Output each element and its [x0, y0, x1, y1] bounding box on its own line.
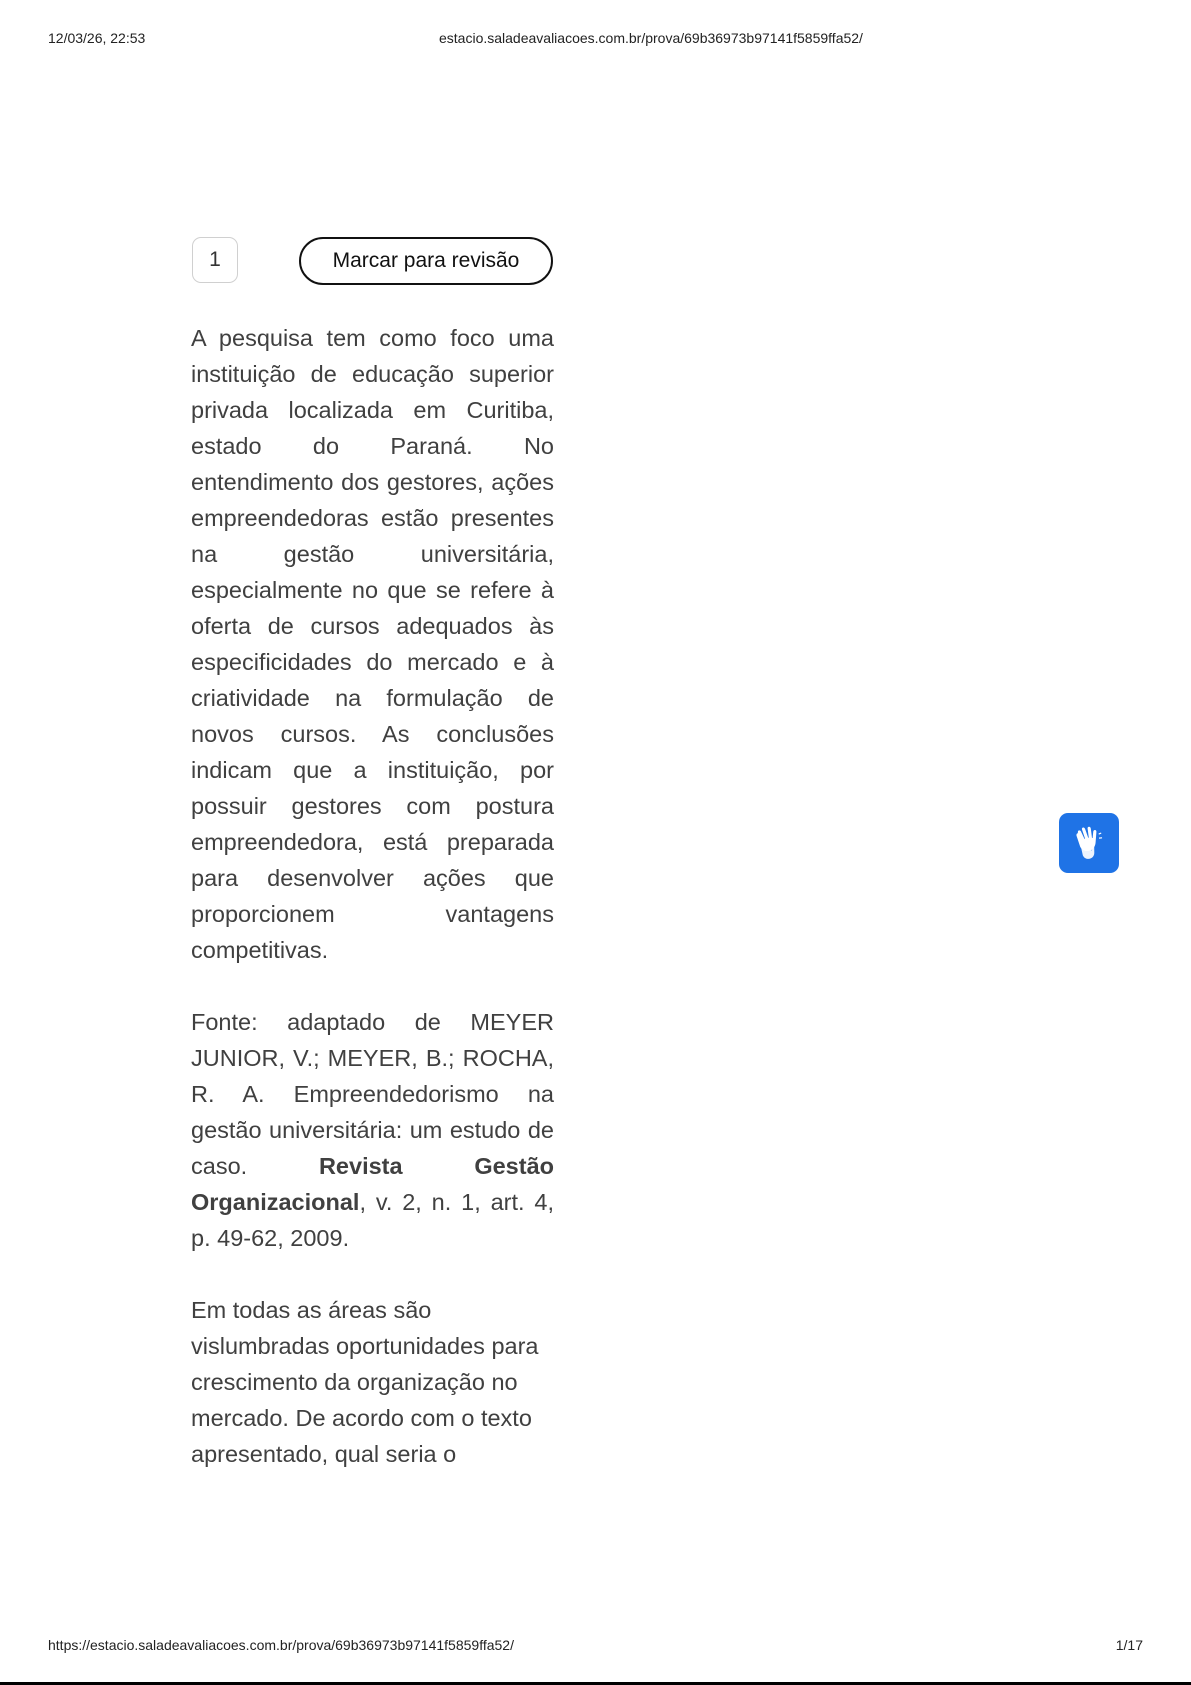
question-source-citation — [191, 1004, 554, 1256]
sign-language-hands-icon — [1069, 823, 1109, 863]
question-prompt: Em todas as áreas são vislumbradas oportunidades para crescimento da organização no mercado. De acordo com o texto apresentado, qual seria o — [191, 1297, 539, 1467]
question-body — [191, 320, 554, 1472]
citation-details: , v. 2, n. 1, art. 4, p. 49-62, 2009. — [191, 1189, 554, 1251]
vlibras-accessibility-button[interactable] — [1059, 813, 1119, 873]
print-footer-page-number: 1/17 — [1115, 1637, 1143, 1653]
print-footer-url: https://estacio.saladeavaliacoes.com.br/prova/69b36973b97141f5859ffa52/ — [48, 1637, 514, 1653]
question-context-paragraph: A pesquisa tem como foco uma instituição de educação superior privada localizada em Curitiba, estado do Paraná. No entendimento dos gestores, ações empreendedoras estão presentes na gestão universitária, especialmente no que se refere à oferta de cursos adequados às especificidades do mercado e à criatividade na formulação de novos cursos. As conclusões indicam que a instituição, por possuir gestores com postura empreendedora, está preparada para desenvolver ações que proporcionem vantagens competitivas. — [191, 325, 554, 963]
question-number-badge: 1 — [192, 237, 238, 283]
print-header-datetime: 12/03/26, 22:53 — [48, 30, 146, 46]
citation-journal-name: Revista Gestão Organizacional — [191, 1153, 554, 1215]
print-header-url: estacio.saladeavaliacoes.com.br/prova/69b36973b97141f5859ffa52/ — [439, 30, 863, 46]
citation-authors-title: Fonte: adaptado de MEYER JUNIOR, V.; MEYER, B.; ROCHA, R. A. Empreendedorismo na gestão universitária: um estudo de caso. — [191, 1009, 554, 1179]
mark-for-review-button[interactable]: Marcar para revisão — [299, 237, 553, 285]
